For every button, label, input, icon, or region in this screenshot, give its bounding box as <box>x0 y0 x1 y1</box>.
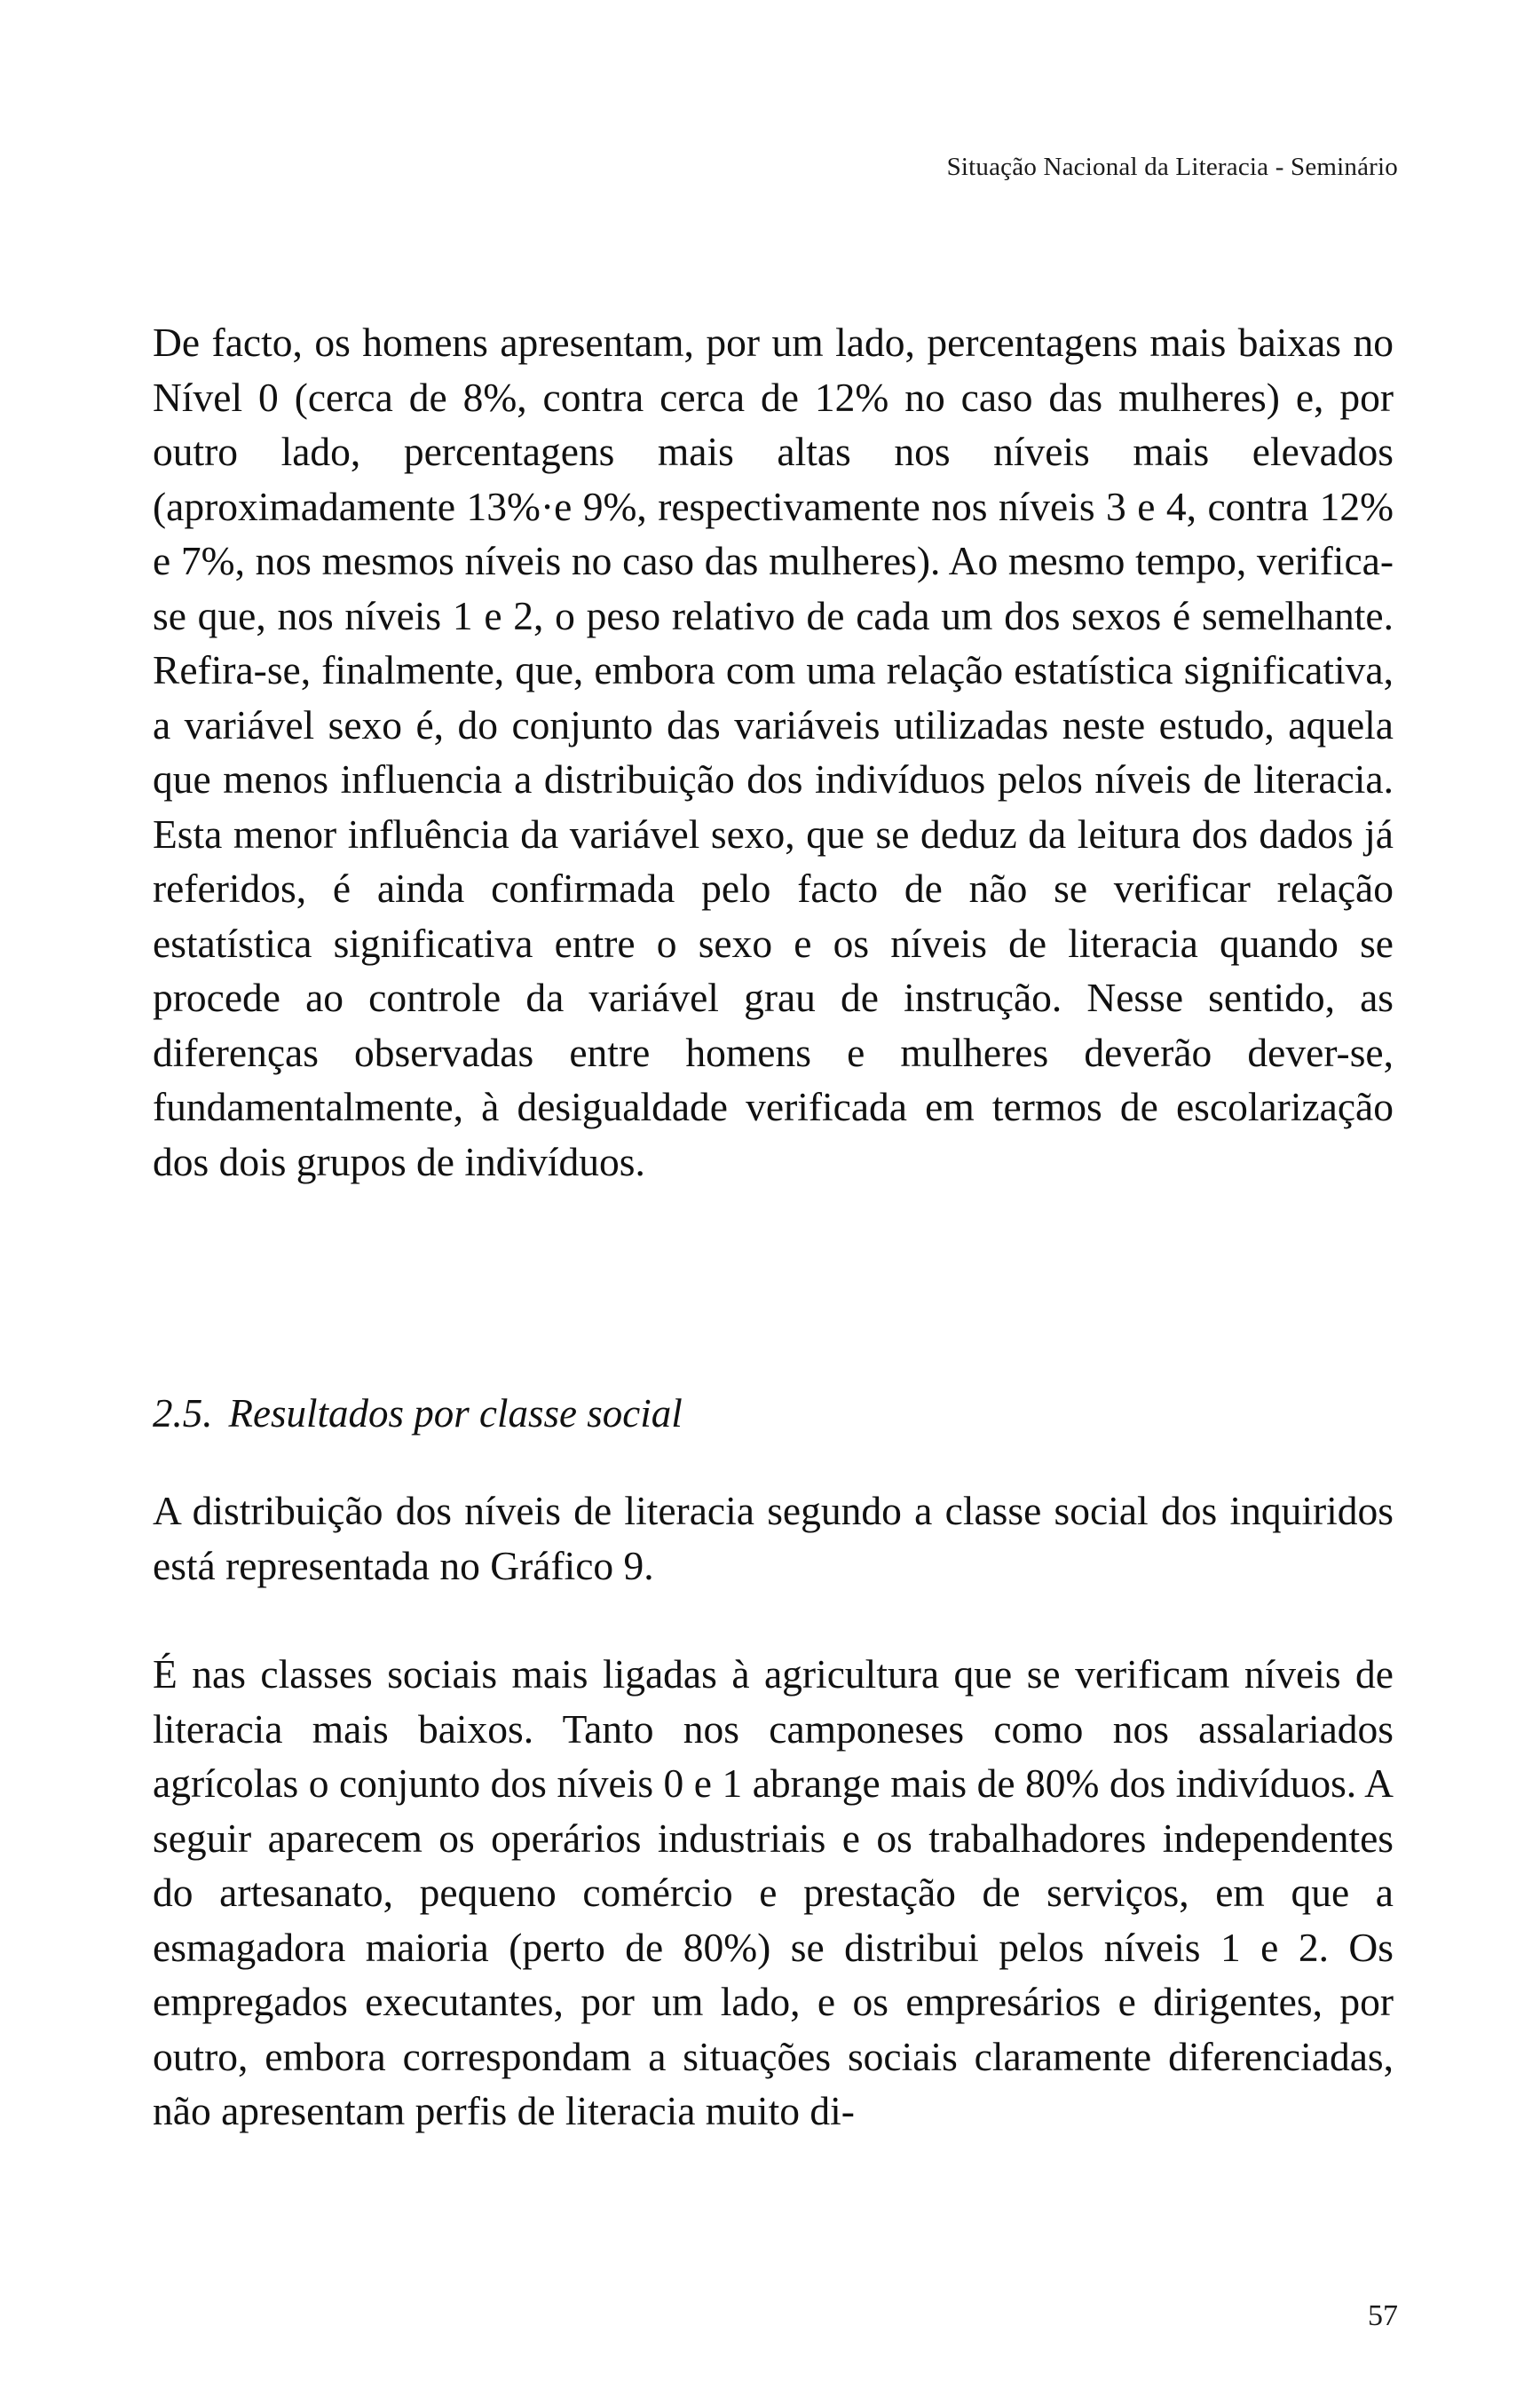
body-paragraph-intro-graph: A distribuição dos níveis de literacia segundo a classe social dos inquiridos está representada no Gráfico 9. <box>153 1488 1394 1588</box>
section-number: 2.5. <box>153 1391 213 1436</box>
section-title: Resultados por classe social <box>228 1391 683 1436</box>
page-number: 57 <box>1368 2299 1398 2332</box>
section-heading <box>153 1390 683 1436</box>
body-paragraph-sex-differences: De facto, os homens apresentam, por um lado, percentagens mais baixas no Nível 0 (cerca de 8%, contra cerca de 12% no caso das mulheres) e, por outro lado, percentagens mais altas nos níveis mais elevados (aproximadamente 13%·e 9%, respectivamente nos níveis 3 e 4, contra 12% e 7%, nos mesmos níveis no caso das mulheres). Ao mesmo tempo, verifica-se que, nos níveis 1 e 2, o peso relativo de cada um dos sexos é semelhante. Refira-se, finalmente, que, embora com uma relação estatística significativa, a variável sexo é, do conjunto das variáveis utilizadas neste estudo, aquela que menos influencia a distribuição dos indivíduos pelos níveis de literacia. Esta menor influência da variável sexo, que se deduz da leitura dos dados já referidos, é ainda confirmada pelo facto de não se verificar relação estatística significativa entre o sexo e os níveis de literacia quando se procede ao controle da variável grau de instrução. Nesse sentido, as diferenças observadas entre homens e mulheres deverão dever-se, fundamentalmente, à desigualdade verificada em termos de escolarização dos dois grupos de indivíduos. <box>153 320 1394 1184</box>
running-header: Situação Nacional da Literacia - Seminário <box>946 153 1398 181</box>
body-paragraph-social-classes: É nas classes sociais mais ligadas à agricultura que se verificam níveis de literacia mais baixos. Tanto nos camponeses como nos assalariados agrícolas o conjunto dos níveis 0 e 1 abrange mais de 80% dos indivíduos. A seguir aparecem os operários industriais e os trabalhadores independentes do artesanato, pequeno comércio e prestação de serviços, em que a esmagadora maioria (perto de 80%) se distribui pelos níveis 1 e 2. Os empregados executantes, por um lado, e os empresários e dirigentes, por outro, embora correspondam a situações sociais claramente diferenciadas, não apresentam perfis de literacia muito di- <box>153 1651 1394 2133</box>
